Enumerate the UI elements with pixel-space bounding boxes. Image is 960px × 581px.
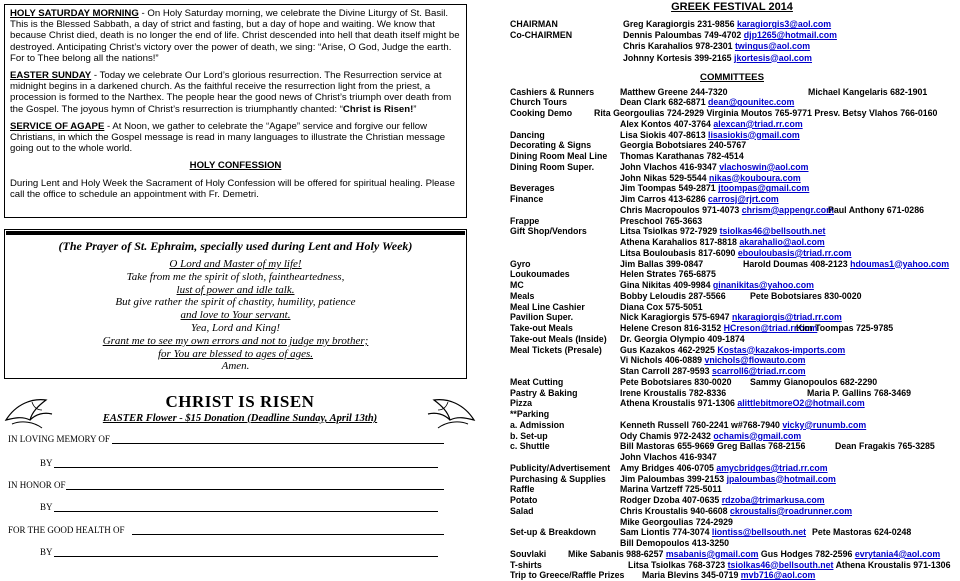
committee-member: Pete Bobotsiares 830-0020	[750, 290, 862, 301]
chair-email-link[interactable]: twingus@aol.com	[734, 41, 811, 52]
committee-role: Finance	[510, 194, 544, 204]
committee-email-link[interactable]: amycbridges@triad.rr.com	[716, 462, 828, 473]
committee-role: T-shirts	[510, 559, 542, 570]
committee-member: Matthew Greene 244-7320	[620, 86, 728, 97]
committee-email-link[interactable]: ckroustalis@roadrunner.com	[730, 505, 853, 516]
easter-sunday-paragraph: EASTER SUNDAY - Today we celebrate Our Lord’s glorious resurrection. The Resurrection service at midnight begins in a darkened church. As the faithful receive the resurrection light from the priest, a procession is formed to the Narthex. The people hear the good news of Christ’s triumph over death from the Gospel. The joyous hymn of Christ’s resurrection is triumphantly chanted: “Christ is Risen!”	[10, 70, 452, 115]
committee-role: Frappe	[510, 215, 540, 226]
committee-member: Paul Anthony 671-0286	[828, 204, 924, 215]
committee-email-link[interactable]: tsiolkas46@bellsouth.net	[727, 559, 834, 570]
committee-member: Nick Karagiorgis 575-6947	[620, 312, 732, 323]
committee-role: Meal Tickets (Presale)	[510, 344, 602, 355]
committee-contact	[620, 420, 866, 431]
committee-member: Rodger Dzoba 407-0635	[620, 495, 722, 505]
easter-flower-donation: EASTER Flower - $15 Donation (Deadline Sunday, April 13th)	[102, 413, 378, 424]
committee-email-link[interactable]: HCreson@triad.rr.com	[723, 323, 818, 333]
committee-email-link[interactable]: hdoumas1@yahoo.com	[850, 258, 950, 269]
committee-contact	[620, 205, 834, 216]
committee-member: Athena Kroustalis 971-1306	[833, 559, 951, 570]
committee-member: Preschool 765-3663	[620, 215, 703, 226]
committee-role: Dining Room Meal Line	[510, 151, 608, 161]
committee-contact	[620, 431, 801, 442]
chair-name: Johnny Kortesis 399-2165	[623, 52, 734, 63]
committee-member: Diana Cox 575-5051	[620, 301, 703, 312]
committee-contact	[620, 269, 716, 280]
committee-member: Dean Fragakis 765-3285	[835, 441, 935, 452]
committee-role: Trip to Greece/Raffle Prizes	[510, 570, 625, 581]
committee-email-link[interactable]: nkaragiorgis@triad.rr.com	[731, 312, 842, 323]
committee-role: Purchasing & Supplies	[510, 473, 606, 484]
committee-member: Pete Bobotsiares 830-0020	[620, 376, 732, 387]
prayer-line: O Lord and Master of my life!	[169, 258, 302, 270]
committee-email-link[interactable]: ochamis@gmail.com	[713, 430, 802, 441]
prayer-box	[4, 229, 467, 379]
committee-member: Chris Macropoulos 971-4073	[620, 204, 742, 215]
committee-member: Jim Carros 413-6286	[620, 194, 709, 204]
committee-email-link[interactable]: tsiolkas46@bellsouth.net	[719, 226, 826, 237]
committee-role: Meal Line Cashier	[510, 301, 585, 312]
by-field[interactable]: BY	[40, 547, 53, 557]
committee-member: Marina Vartzeff 725-5011	[620, 484, 722, 495]
committee-contact	[620, 517, 733, 528]
christ-is-risen-section	[0, 384, 480, 571]
prayer-top-bar	[6, 231, 465, 235]
committee-contact	[620, 345, 845, 356]
committee-role: **Parking	[510, 409, 550, 419]
committee-contact	[620, 452, 717, 463]
committee-contact	[620, 463, 828, 474]
committee-role: Souvlaki	[510, 548, 547, 559]
committee-member: Athena Karahalios 817-8818	[620, 237, 740, 247]
chair-name: Dennis Paloumbas 749-4702	[623, 30, 744, 41]
committee-member: Harold Doumas 408-2123	[743, 258, 851, 269]
committee-contact	[620, 377, 732, 388]
committee-contact	[620, 441, 805, 452]
by-field[interactable]: BY	[40, 502, 53, 512]
committee-contact	[620, 259, 703, 270]
agape-paragraph: SERVICE OF AGAPE - At Noon, we gather to celebrate the “Agape” service and forgive our fellow Christians, in which the Gospel message is read in many languages to illustrate the Christian message going out to the whole world.	[10, 120, 446, 155]
committee-contact	[620, 162, 809, 173]
committee-email-link[interactable]: evrytania4@aol.com	[854, 548, 941, 559]
committee-member: Stan Carroll 287-9593	[620, 366, 712, 376]
committee-contact-second	[750, 291, 862, 302]
committee-member: Lisa Siokis 407-8613	[620, 129, 709, 140]
committee-role: Set-up & Breakdown	[510, 527, 597, 538]
committee-contact	[620, 312, 842, 323]
committee-role: Take-out Meals (Inside)	[510, 333, 607, 344]
committee-role: Potato	[510, 495, 538, 505]
prayer-title: (The Prayer of St. Ephraim, specially used during Lent and Holy Week)	[58, 239, 413, 253]
committee-member: Irene Kroustalis 782-8336	[620, 387, 727, 398]
committee-member: Michael Kangelaris 682-1901	[808, 86, 928, 97]
christ-is-risen-phrase: Christ is Risen!	[342, 103, 414, 115]
committee-role: Dancing	[510, 129, 545, 140]
prayer-line: and love to Your servant.	[180, 309, 291, 322]
committee-contact	[620, 226, 825, 237]
committee-role: Cooking Demo	[510, 108, 573, 118]
committee-contact	[620, 173, 801, 184]
committee-contact	[620, 291, 726, 302]
confession-paragraph: During Lent and Holy Week the Sacrament of Holy Confession will be offered for spiritual healing. Please call the office to schedule an appointment with Fr. Demetri.	[10, 177, 455, 200]
committee-contact	[620, 474, 836, 485]
committee-contact	[620, 366, 806, 377]
agape-heading: SERVICE OF AGAPE	[10, 120, 105, 132]
committee-member: Bill Demopoulos 413-3250	[620, 538, 730, 548]
committee-member: Rita Georgoulias 724-2929 Virginia Moutos 765-9771 Presv. Betsy Vlahos 766-0160	[594, 108, 938, 118]
committee-email-link[interactable]: carrosj@rjrt.com	[708, 194, 779, 204]
christ-is-risen-title: CHRIST IS RISEN	[165, 392, 315, 411]
committee-member: Georgia Bobotsiares 240-5767	[620, 140, 747, 151]
good-health-field[interactable]: FOR THE GOOD HEALTH OF	[8, 525, 125, 535]
committee-role: Loukoumades	[510, 269, 570, 280]
committee-email-link[interactable]: ginanikitas@yahoo.com	[712, 280, 814, 290]
committee-role: a. Admission	[510, 419, 565, 430]
committee-role: Dining Room Super.	[510, 161, 595, 172]
committee-contact	[620, 302, 703, 313]
committee-role: Raffle	[510, 484, 535, 495]
committee-contact	[620, 280, 814, 291]
committee-member: Gus Kazakos 462-2925	[620, 344, 718, 355]
committee-member: Thomas Karathanas 782-4514	[620, 151, 744, 161]
committee-contact	[620, 87, 728, 98]
committee-member: Jim Paloumbas 399-2153	[620, 473, 727, 484]
committee-member: Athena Kroustalis 971-1306	[620, 398, 738, 409]
committee-contact-second	[828, 205, 924, 216]
committee-contact	[620, 151, 744, 162]
committee-member: Helen Strates 765-6875	[620, 269, 716, 280]
committee-email-link[interactable]: chrism@appengr.com	[741, 204, 834, 215]
committee-contact	[620, 194, 779, 205]
committee-email-link[interactable]: vlachoswin@aol.com	[719, 161, 809, 172]
committee-member: Chris Kroustalis 940-6608	[620, 505, 731, 516]
committee-contact	[620, 334, 745, 345]
easter-sunday-heading: EASTER SUNDAY	[10, 70, 92, 82]
committee-member: Gus Hodges 782-2596	[758, 548, 855, 559]
committee-contact	[620, 506, 852, 517]
committee-member: John Vlachos 416-9347	[620, 161, 720, 172]
committee-member: Ody Chamis 972-2432	[620, 430, 714, 441]
committee-member: Litsa Bouloubasis 817-6090	[620, 247, 738, 258]
confession-heading: HOLY CONFESSION	[189, 160, 282, 172]
prayer-line: Yea, Lord and King!	[190, 321, 281, 334]
committee-member: Dr. Georgia Olympio 409-1874	[620, 333, 745, 344]
chair-contact	[623, 30, 837, 41]
committee-role: Pizza	[510, 398, 533, 409]
committee-email-link[interactable]: Kostas@kazakos-imports.com	[717, 344, 846, 355]
chair-contact	[623, 19, 831, 30]
committee-email-link[interactable]: jpaloumbas@hotmail.com	[726, 473, 836, 484]
committee-contact	[620, 323, 817, 334]
committee-role: Gyro	[510, 258, 531, 269]
prayer-line: Amen.	[221, 360, 250, 373]
chair-email-link[interactable]: jkortesis@aol.com	[734, 52, 813, 63]
committee-member: Amy Bridges 406-0705	[620, 462, 717, 473]
memory-field[interactable]: IN LOVING MEMORY OF	[8, 434, 110, 444]
honor-field[interactable]: IN HONOR OF	[8, 480, 66, 490]
committee-role: Meals	[510, 290, 535, 301]
committee-role: Publicity/Advertisement	[510, 462, 611, 473]
committee-email-link[interactable]: lisasiokis@gmail.com	[708, 129, 800, 140]
committee-email-link[interactable]: akarahalio@aol.com	[739, 237, 825, 247]
committee-member: Litsa Tsiolkas 768-3723	[628, 559, 728, 570]
committee-member: Sam Liontis 774-3074	[620, 527, 712, 538]
committee-contact	[620, 248, 852, 259]
committee-member: Maria P. Gallins 768-3469	[807, 387, 911, 398]
committee-member: Jim Toompas 549-2871	[620, 183, 719, 194]
committee-contact	[620, 97, 794, 108]
committee-role: Beverages	[510, 183, 555, 194]
committee-role: Decorating & Signs	[510, 140, 592, 151]
committee-contact	[620, 119, 803, 130]
committee-role: Meat Cutting	[510, 376, 564, 387]
prayer-line: lust of power and idle talk.	[176, 283, 295, 296]
committee-role: Pavilion Super.	[510, 312, 574, 323]
committee-email-link[interactable]: nikas@kouboura.com	[709, 172, 801, 183]
chair-role: CHAIRMAN	[510, 19, 558, 29]
committee-contact-second	[812, 527, 911, 538]
holy-saturday-heading: HOLY SATURDAY MORNING	[10, 8, 139, 19]
committee-member: Vi Nichols 406-0889	[620, 355, 705, 366]
prayer-line: for You are blessed to ages of ages.	[157, 347, 314, 360]
committee-contact	[620, 237, 825, 248]
committee-contact	[620, 130, 800, 141]
committee-contact	[620, 484, 722, 495]
committee-member: Gina Nikitas 409-9984	[620, 280, 713, 290]
committee-role: Cashiers & Runners	[510, 86, 595, 97]
committee-member: Pete Mastoras 624-0248	[812, 527, 912, 538]
committee-contact-second	[743, 259, 949, 270]
prayer-line: Take from me the spirit of sloth, faintheartedness,	[126, 270, 345, 283]
committee-member: John Vlachos 416-9347	[620, 452, 717, 462]
committee-member: Helene Creson 816-3152	[620, 323, 724, 333]
committee-contact	[620, 216, 702, 227]
committee-role: Gift Shop/Vendors	[510, 226, 587, 237]
committee-contact	[620, 140, 746, 151]
festival-title: GREEK FESTIVAL 2014	[671, 1, 793, 13]
committee-member: Bobby Leloudis 287-5566	[620, 290, 726, 301]
committee-contact	[620, 183, 809, 194]
committee-contact	[620, 355, 805, 366]
committee-member: Alex Kontos 407-3764	[620, 118, 714, 129]
by-field[interactable]: BY	[40, 458, 53, 468]
committee-email-link[interactable]: mvb716@aol.com	[740, 570, 816, 581]
committees-heading: COMMITTEES	[700, 72, 764, 83]
holy-saturday-paragraph: HOLY SATURDAY MORNING - On Holy Saturday morning, we celebrate the Divine Liturgy of St. Basil. This is the Blessed Sabbath, a day of strict and fasting, but a day of hope and waiting. We know that because Christ died, death is no longer the end of life. Christ descended into hell that death itself might be destroyed. Anticipating Christ’s victory over the power of death, we sing: “Arise, O God, Judge the earth. For to Thee belong all the nations!”	[10, 8, 460, 64]
committee-member: Maria Blevins 345-0719	[642, 570, 741, 581]
committee-role: Take-out Meals	[510, 323, 573, 333]
committee-member: Mike Sabanis 988-6257	[568, 548, 666, 559]
committee-member: Bill Mastoras 655-9669 Greg Ballas 768-2156	[620, 441, 806, 452]
committee-contact-second	[750, 377, 877, 388]
committee-role: Church Tours	[510, 97, 568, 108]
prayer-line: Grant me to see my own errors and not to judge my brother;	[102, 334, 369, 347]
committee-role: b. Set-up	[510, 430, 548, 441]
committee-email-link[interactable]: alexcan@triad.rr.com	[713, 118, 803, 129]
committee-contact	[620, 527, 806, 538]
committee-email-link[interactable]: dean@gounitec.com	[708, 97, 795, 108]
chair-name: Chris Karahalios 978-2301	[623, 41, 735, 52]
committee-member: Litsa Tsiolkas 972-7929	[620, 226, 720, 237]
chair-contact	[623, 53, 812, 64]
committee-email-link[interactable]: vicky@runumb.com	[782, 419, 867, 430]
chair-email-link[interactable]: djp1265@hotmail.com	[743, 30, 837, 41]
committee-email-link[interactable]: msabanis@gmail.com	[665, 548, 759, 559]
committee-contact-second	[835, 441, 935, 452]
committee-contact	[620, 388, 726, 399]
committee-email-link[interactable]: rdzoba@trimarkusa.com	[721, 495, 825, 505]
committee-email-link[interactable]: jtoompas@gmail.com	[718, 183, 810, 194]
committee-email-link[interactable]: ebouloubasis@triad.rr.com	[737, 247, 852, 258]
committee-contact-second	[807, 388, 911, 399]
committee-role: c. Shuttle	[510, 441, 550, 452]
committee-role: MC	[510, 280, 524, 290]
committee-contact	[620, 495, 825, 506]
committee-contact	[594, 108, 937, 119]
committee-member: Sammy Gianopoulos 682-2290	[750, 376, 878, 387]
committee-contact	[620, 538, 729, 549]
chair-email-link[interactable]: karagiorgis3@aol.com	[736, 19, 832, 29]
committee-contact-second	[808, 87, 927, 98]
committee-member: Mike Georgoulias 724-2929	[620, 516, 733, 527]
chair-name: Greg Karagiorgis 231-9856	[623, 19, 737, 29]
committee-member: Dean Clark 682-6871	[620, 97, 709, 108]
committee-role: Salad	[510, 505, 534, 516]
committee-email-link[interactable]: liontiss@bellsouth.net	[711, 527, 807, 538]
committee-contact	[620, 398, 865, 409]
committee-email-link[interactable]: vnichols@flowauto.com	[704, 355, 806, 366]
announcements-box	[4, 4, 467, 218]
committee-member: Kenneth Russell 760-2241 w#768-7940	[620, 419, 783, 430]
committee-contact	[642, 570, 815, 581]
committee-member: Kim Toompas 725-9785	[796, 323, 894, 333]
prayer-line: But give rather the spirit of chastity, humility, patience	[115, 296, 356, 309]
committee-email-link[interactable]: scarroll6@triad.rr.com	[711, 366, 806, 376]
committee-member: John Nikas 529-5544	[620, 172, 709, 183]
committee-contact	[628, 560, 950, 571]
committee-member: Jim Ballas 399-0847	[620, 258, 704, 269]
committee-role: Pastry & Baking	[510, 387, 578, 398]
committee-contact	[568, 549, 940, 560]
chair-role: Co-CHAIRMEN	[510, 30, 573, 41]
committee-contact-second	[796, 323, 893, 334]
chair-contact	[623, 41, 810, 52]
committee-email-link[interactable]: alittlebitmoreO2@hotmail.com	[737, 398, 865, 409]
